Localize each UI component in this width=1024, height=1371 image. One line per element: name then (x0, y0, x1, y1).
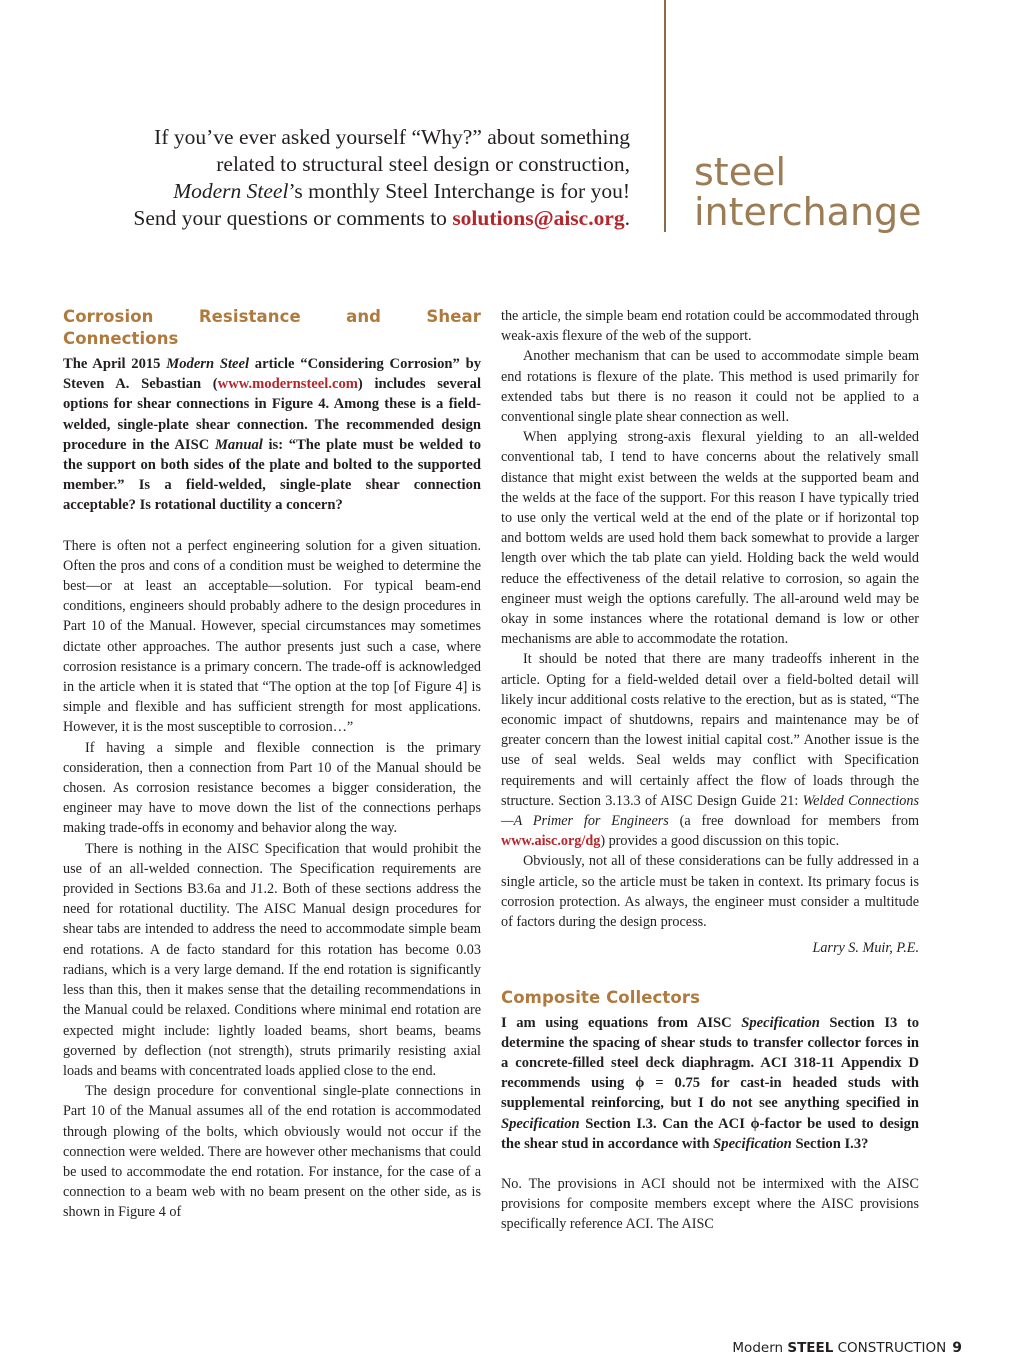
intro-line-4 (60, 205, 630, 232)
p7-guide-title: Welded Connections—A Primer for Engineers (501, 792, 919, 830)
right-column (501, 306, 919, 1235)
author-signature: Larry S. Muir, P.E. (812, 940, 919, 957)
footer-pre: Modern (732, 1340, 788, 1356)
article1-paragraph-7 (501, 649, 919, 851)
article1-paragraph-3: There is nothing in the AISC Specification that would prohibit the use of an all-welded connection. The Specification requirements are provided in Sections B3.6a and J1.2. Both of these sections address the need for rotational ductility. The AISC Manual design procedures for shear tabs are intended to address the need to accommodate simple beam end rotations. A de facto standard for this rotation has become 0.03 radians, which is a very large demand. If the end rotation is significantly less than this, then it makes sense that the detailing recommendations in the Manual could be relaxed. Conditions where minimal end rotation are expected might include: lightly loaded beams, short beams, beams governed by deflection (not strength), struts primarily resisting axial loads and beams with concentrated loads applied close to the end. (63, 840, 481, 1079)
intro-line-3 (60, 178, 630, 205)
q1-text-g: is: “The plate must be welded to the support on both sides of the plate and bolted to the supported member.” Is a field-welded, single-plate shear connection acceptable? Is rotational ductility a concern? (63, 436, 481, 514)
intro-magazine-name: Modern Steel (173, 179, 289, 203)
p7-text-a: It should be noted that there are many tradeoffs inherent in the article. Opting for a field-welded detail over a field-bolted detail will likely incur additional costs relative to the erection, but as is stated, “The economic impact of shutdowns, repairs and maintenance may be of greater concern than the lowest initial capital cost.” Another issue is the use of seal welds. Seal welds may conflict with Specification requirements and will certainly affect the flow of loads through the structure. Section 3.13.3 of AISC Design Guide 21: (501, 651, 919, 809)
q1-magazine: Modern Steel (166, 356, 250, 372)
q1-text-c: article “Considering Corrosion” by Steven A. Sebastian ( (63, 356, 482, 393)
article1-paragraph-4-cont: the article, the simple beam end rotation could be accommodated through weak-axis flexure of the web of the support. (501, 308, 919, 345)
p7-text-e: ) provides a good discussion on this topic. (600, 833, 840, 850)
q2-spec-2: Specification (501, 1115, 580, 1132)
q2-text-e: Section I.3. Can the ACI ϕ-factor be used to design the shear stud in accordance with (501, 1115, 919, 1152)
q1-manual: Manual (214, 436, 263, 453)
article1-paragraph-6: When applying strong-axis flexural yielding to an all-welded conventional tab, I tend to have concerns about the relatively small distance that might exist between the welds at the supported beam and the welds at the face of the support. For this reason I have typically tried to use only the vertical weld at the end of the plate or if horizontal top and bottom welds are used hold them back somewhat to provide a larger length over which the tab plate can yield. Holding back the weld would reduce the effectiveness of the detail relative to corrosion, so again the engineer must weigh the options carefully. The all-around weld may be okay in some instances where the rotational demand is low or other mechanisms are able to accommodate the rotation. (501, 429, 919, 648)
article1-paragraph-5: Another mechanism that can be used to accommodate simple beam end rotations is flexure of the plate. This method is used primarily for extended tabs but there is no reason it could not be applied to a conventional single plate shear connection as well. (501, 348, 919, 426)
article2-question (501, 1013, 919, 1154)
q2-text-c: Section I3 to determine the spacing of shear studs to transfer collector forces in a concrete-filled steel deck diaphragm. ACI 318-11 Appendix D recommends using ϕ = 0.75 for cast-in headed studs with supplemental reinforcing, but I do not see anything specified in (501, 1014, 919, 1112)
q2-spec-1: Specification (741, 1014, 820, 1031)
q2-text-g: Section I.3? (791, 1135, 869, 1152)
header-divider (664, 0, 666, 232)
aisc-dg-link[interactable]: www.aisc.org/dg (501, 833, 601, 850)
intro-line-1: If you’ve ever asked yourself “Why?” about something (154, 125, 630, 149)
email-link[interactable]: solutions@aisc.org (452, 206, 625, 230)
q2-spec-3: Specification (713, 1135, 792, 1152)
section-brand (694, 152, 922, 232)
intro-line-4-pre: Send your questions or comments to (133, 206, 453, 230)
article1-title: Corrosion Resistance and Shear Connections (63, 307, 481, 348)
left-column (63, 306, 481, 1223)
page-number: 9 (952, 1340, 962, 1356)
footer-steel: STEEL (787, 1340, 834, 1356)
article1-question (63, 354, 481, 516)
intro-line-3-rest: ’s monthly Steel Interchange is for you! (288, 179, 630, 203)
brand-word-steel: steel (694, 150, 787, 194)
article1-paragraph-2: If having a simple and flexible connection is the primary consideration, then a connection from Part 10 of the Manual should be chosen. As corrosion resistance becomes a bigger consideration, the engineer may have to move down the list of the connections perhaps making trade-offs in economy and behavior along the way. (63, 739, 481, 837)
article1-paragraph-1: There is often not a perfect engineering solution for a given situation. Often the pros and cons of a condition must be weighed to determine the best—or at least an acceptable—solution. For typical beam-end conditions, engineers should probably adhere to the design procedures in Part 10 of the Manual. However, special circumstances may sometimes dictate other approaches. The author presents just such a case, where corrosion resistance is a primary concern. The trade-off is acknowledged in the article when it is stated that “The option at the top [of Figure 4] is simple and flexible and has sufficient strength for most applications. However, it is the most susceptible to corrosion…” (63, 537, 481, 736)
footer-post: CONSTRUCTION (833, 1340, 947, 1356)
intro-block (60, 124, 630, 232)
q1-text-a: The April 2015 (63, 356, 167, 372)
modernsteel-link[interactable]: www.modernsteel.com (217, 376, 358, 393)
article2-paragraph-1: No. The provisions in ACI should not be intermixed with the AISC provisions for composite members except where the AISC provisions specifically reference ACI. The AISC (501, 1175, 919, 1233)
article2-title: Composite Collectors (501, 987, 700, 1007)
q1-text-e: ) includes several options for shear connections in Figure 4. Among these is a field-welded, single-plate shear connection. The recommended design procedure in the AISC (63, 376, 481, 453)
intro-line-2: related to structural steel design or construction, (216, 152, 630, 176)
page-footer (732, 1340, 962, 1356)
article1-paragraph-4: The design procedure for conventional single-plate connections in Part 10 of the Manual assumes all of the end rotation is accommodated through plowing of the bolts, which obviously would not occur if the connection were welded. There are however other mechanisms that could be used to accommodate the end rotation. For instance, for the case of a connection to a beam web with no beam present on the other side, as is shown in Figure 4 of (63, 1083, 481, 1221)
p7-text-c: (a free download for members from (668, 813, 919, 830)
article1-paragraph-8: Obviously, not all of these considerations can be fully addressed in a single article, so the article must be taken in context. Its primary focus is corrosion protection. As always, the engineer must consider a multitude of factors during the design process. (501, 853, 919, 931)
q2-text-a: I am using equations from AISC (501, 1014, 742, 1031)
brand-word-interchange: interchange (694, 190, 922, 234)
intro-line-4-post: . (624, 206, 630, 230)
